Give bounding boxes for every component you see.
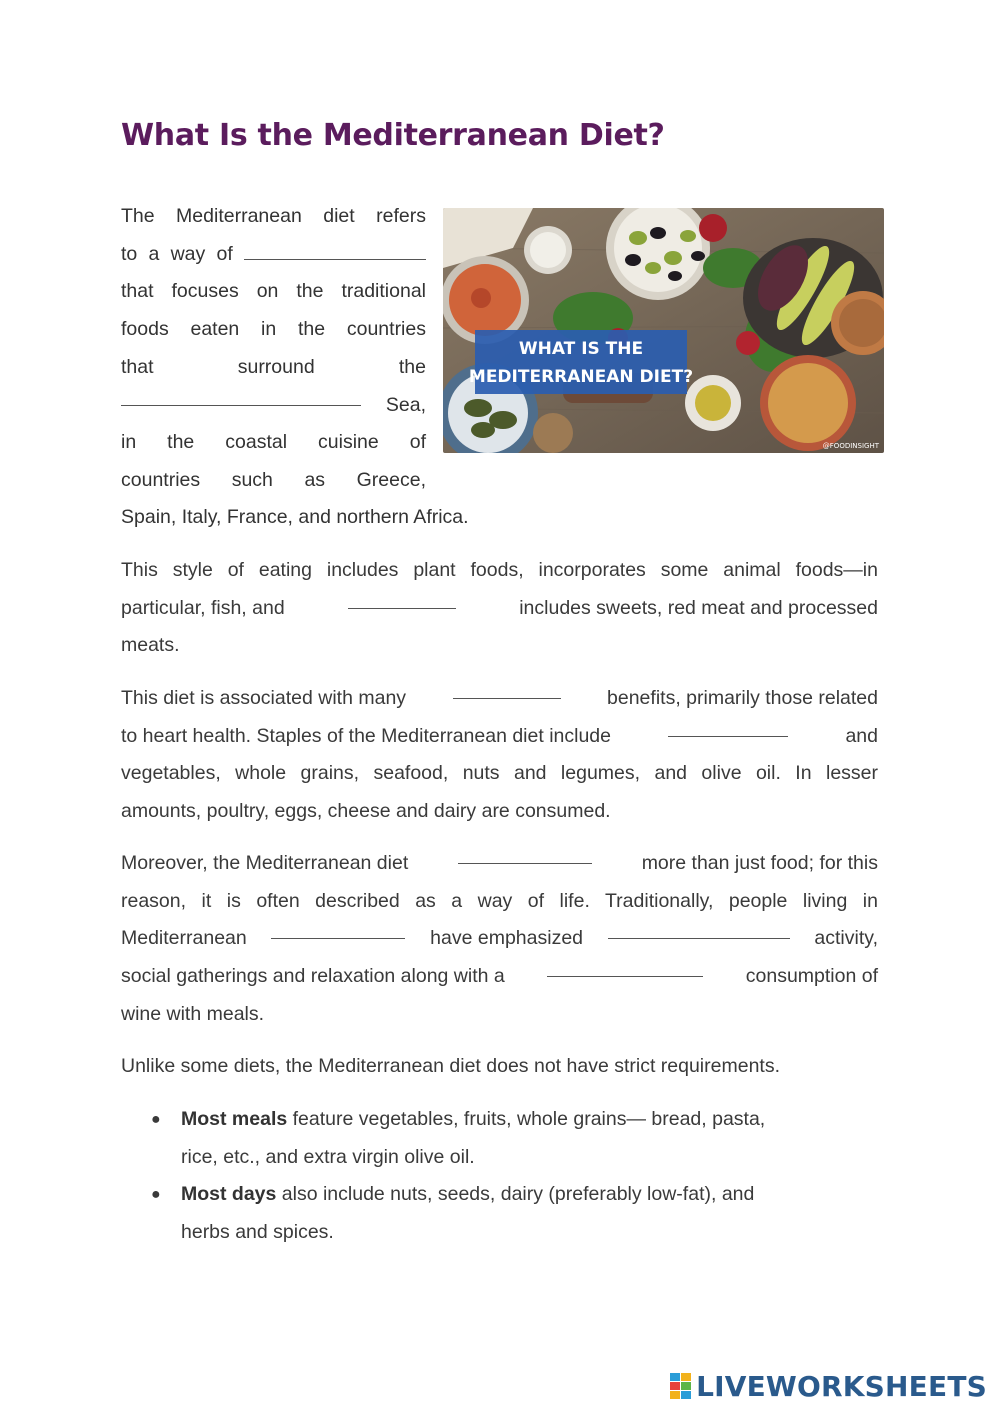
bullet-icon: ● xyxy=(151,1186,161,1204)
text-line: wine with meals. xyxy=(121,1002,265,1025)
intro-last-line: Spain, Italy, France, and northern Africa. xyxy=(121,506,469,528)
mediterranean-food-image xyxy=(443,208,884,453)
blank-field[interactable] xyxy=(547,958,703,977)
paragraph-benefits xyxy=(121,680,878,831)
list-item: ● Most meals feature vegetables, fruits, whole grains— bread, pasta, rice, etc., and extra virgin olive oil. xyxy=(121,1101,878,1176)
text-line: particular, fish, and includes sweets, red meat and processed xyxy=(121,590,878,628)
intro-line: that surround the xyxy=(121,355,426,378)
text-line: This style of eating includes plant foods, incorporates some animal foods—in xyxy=(121,559,878,581)
intro-line: in the coastal cuisine of xyxy=(121,431,426,454)
text-line: amounts, poultry, eggs, cheese and dairy are consumed. xyxy=(121,800,611,823)
blank-field[interactable] xyxy=(348,590,456,609)
text-line: This diet is associated with many benefits, primarily those related xyxy=(121,680,878,718)
blank-field[interactable] xyxy=(608,920,790,939)
intro-line: to a way of xyxy=(121,236,426,274)
text-line: vegetables, whole grains, seafood, nuts and legumes, and olive oil. In lesser xyxy=(121,762,878,785)
blank-field[interactable] xyxy=(458,845,592,864)
liveworksheets-logo[interactable] xyxy=(670,1368,987,1404)
intro-paragraph xyxy=(121,198,426,500)
page-title: What Is the Mediterranean Diet? xyxy=(121,118,665,153)
bullet-icon: ● xyxy=(151,1111,161,1128)
text-line: social gatherings and relaxation along with a consumption of xyxy=(121,958,878,996)
liveworksheets-icon xyxy=(670,1373,692,1399)
brand-name: LIVEWORKSHEETS xyxy=(696,1369,987,1403)
paragraph-way-of-life xyxy=(121,845,878,1034)
text-line: Mediterranean have emphasized activity, xyxy=(121,920,878,958)
list-item: ● Most days also include nuts, seeds, dairy (preferably low-fat), and herbs and spices. xyxy=(121,1176,878,1251)
paragraph-eating-style xyxy=(121,552,878,665)
blank-field[interactable] xyxy=(453,680,561,699)
intro-line: that focuses on the traditional xyxy=(121,280,426,303)
paragraph-requirements xyxy=(121,1048,878,1086)
blank-field[interactable] xyxy=(121,387,361,406)
caption-line-2: MEDITERRANEAN DIET? xyxy=(468,367,694,387)
caption-line-1: WHAT IS THE xyxy=(518,339,644,359)
text-line: reason, it is often described as a way of life. Traditionally, people living in xyxy=(121,889,878,912)
text-line: Moreover, the Mediterranean diet more than just food; for this xyxy=(121,845,878,883)
bullet-list xyxy=(121,1101,878,1252)
intro-line: Sea, xyxy=(121,387,426,425)
text-line: to heart health. Staples of the Mediterranean diet include and xyxy=(121,718,878,756)
blank-field[interactable] xyxy=(668,718,788,737)
image-credit: @FOODINSIGHT xyxy=(822,442,879,450)
blank-field[interactable] xyxy=(244,241,426,260)
intro-line: The Mediterranean diet refers xyxy=(121,205,426,227)
text-line: Unlike some diets, the Mediterranean diet does not have strict requirements. xyxy=(121,1055,781,1077)
food-photo-illustration xyxy=(443,208,884,453)
intro-line: countries such as Greece, xyxy=(121,468,426,491)
blank-field[interactable] xyxy=(271,920,405,939)
intro-line: foods eaten in the countries xyxy=(121,318,426,341)
text-line: meats. xyxy=(121,634,180,657)
